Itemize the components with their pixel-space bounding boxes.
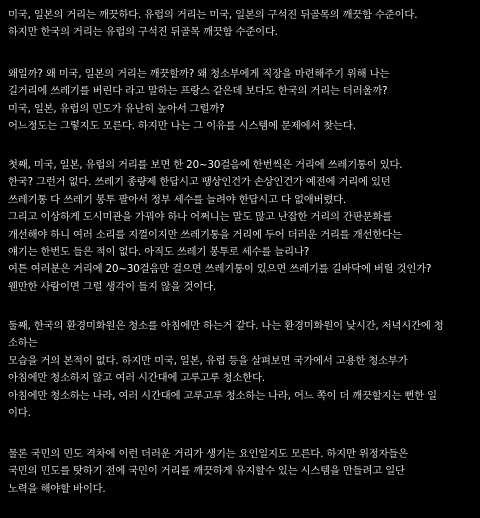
text-line: 둘째, 한국의 환경미화원은 청소를 아침에만 하는거 같다. 나는 환경미화원이 낮시간, 저녁시간에 청: [8, 320, 444, 332]
text-line: 이다.: [8, 407, 31, 420]
text-line: 미국, 일본의 거리는 깨끗하다. 유럽의 거리는 미국, 일본의 구석진 뒤골목의 깨끗함 수준이다.: [8, 9, 418, 21]
text-line: 여튼 여러분은 거리에 20~30걸음만 걸으면 쓰레기통이 있으면 쓰레기를 길바닥에 버릴 것인가?: [8, 263, 432, 276]
text-line: 한국? 그런거 없다. 쓰레기 종량제 한답시고 땡상인건가 손상인건가 예전에 거리에 있던: [8, 176, 391, 189]
paragraph-intro: [8, 7, 474, 42]
paragraph-question: [8, 66, 474, 136]
text-line: 노력을 해야할 바이다.: [8, 482, 106, 495]
paragraph-first-reason: [8, 157, 474, 296]
text-line: 쓰레기통 다 쓰레기 봉투 팔아서 정부 세수를 늘려야 한답시고 다 없애버렸다.: [8, 193, 347, 206]
text-line: 국민의 민도를 탓하기 전에 국민이 거리를 깨끗하게 유지할수 있는 시스템을 만들려고 일단: [8, 465, 405, 478]
paragraph-second-reason: [8, 318, 474, 422]
text-line: 물론 국민의 민도 격차에 이런 더러운 거리가 생기는 요인일지도 모른다. 하지만 위정자들은: [8, 448, 408, 460]
text-line: 아침에만 청소하지 않고 여러 시간대에 고루고루 청소한다.: [8, 372, 265, 385]
text-line: 아침에만 청소하는 나라, 여러 시간대에 고루고루 청소하는 나라, 어느 쪽이 더 깨끗할지는 뻔한 일: [8, 389, 437, 402]
text-line: 모습을 거의 본적이 없다. 하지만 미국, 일본, 유럽 등을 살펴보면 국가에서 고용한 청소부가: [8, 354, 408, 367]
text-line: 웬만한 사람이면 그럴 생각이 들지 않을 것이다.: [8, 280, 216, 293]
text-line: 미국, 일본, 유럽의 민도가 유난히 높아서 그럴까?: [8, 102, 225, 115]
paragraph-conclusion: [8, 446, 474, 498]
text-line: 첫째, 미국, 일본, 유럽의 거리를 보면 한 20~30걸음에 한번씩은 거리에 쓰레기통이 있다.: [8, 159, 403, 171]
text-line: 길거리에 쓰레기를 버린다 라고 말하는 프랑스 같은데 보다도 한국의 거리는 더러울까?: [8, 85, 388, 98]
text-line: 얘기는 한번도 들은 적이 없다. 아직도 쓰레기 봉투로 세수를 늘리나?: [8, 246, 310, 259]
text-line: 왜일까? 왜 미국, 일본의 거리는 깨끗할까? 왜 청소부에게 직장을 마련해주기 위해 나는: [8, 68, 390, 80]
text-line: 하지만 한국의 거리는 유럽의 구석진 뒤골목 깨끗함 수준이다.: [8, 26, 278, 39]
text-line: 그리고 이상하게 도시미관을 가꿔야 하나 어쩌니는 말도 많고 난잡한 거리의 간판문화를: [8, 211, 392, 224]
text-line: 어느정도는 그렇지도 모른다. 하지만 나는 그 이유를 시스템에 문제에서 찾는다.: [8, 120, 356, 133]
text-line: 개선해야 하니 여러 소리를 지껄이지만 쓰레기통을 거리에 두어 더러운 거리를 개선한다는: [8, 228, 402, 241]
text-line: 소하는: [8, 337, 38, 350]
